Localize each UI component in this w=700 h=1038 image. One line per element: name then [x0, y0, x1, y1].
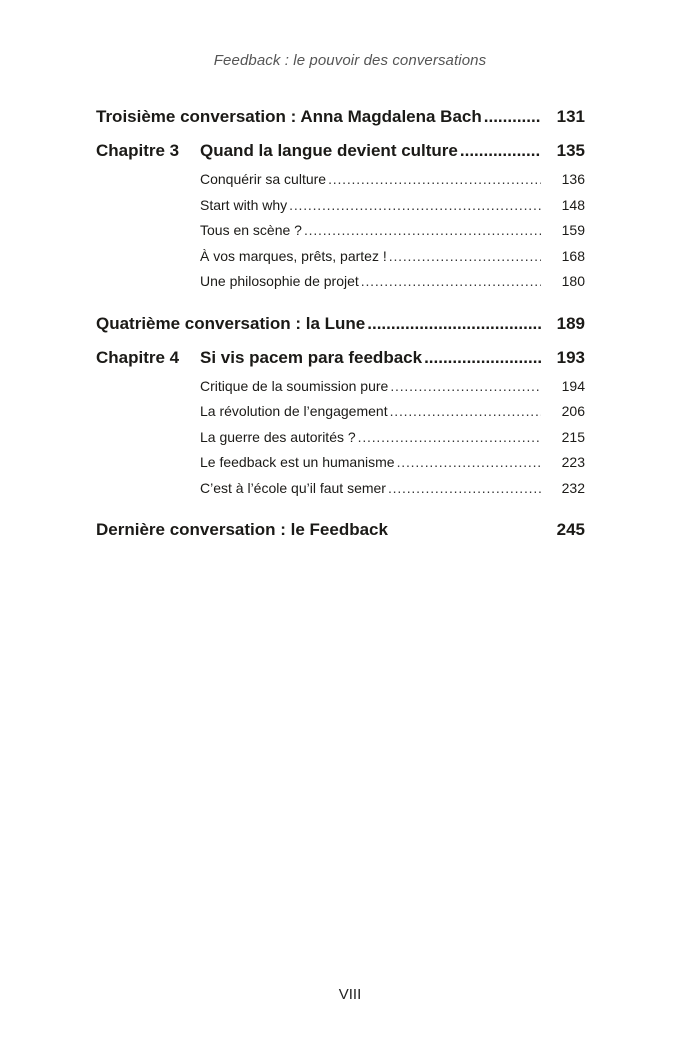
chapter-title: Quand la langue devient culture [200, 141, 458, 160]
page-number: 189 [556, 313, 585, 333]
page-number: 194 [561, 377, 585, 394]
spacer [96, 502, 585, 517]
chapter-number: Chapitre 3 [96, 141, 180, 160]
section-label: À vos marques, prêts, partez ! [200, 247, 387, 264]
entry-label: Quatrième conversation : la Lune [96, 313, 366, 333]
dot-leader [484, 104, 541, 130]
toc-section [96, 168, 585, 194]
section-label: Conquérir sa culture [200, 171, 327, 187]
page-folio: VIII [338, 986, 362, 1003]
dot-leader [289, 194, 541, 216]
page-number: 168 [561, 247, 585, 264]
page-number: 206 [561, 403, 585, 419]
toc-section [96, 219, 585, 245]
toc-entry-final [96, 517, 585, 551]
chapter-title: Si vis pacem para feedback [200, 347, 423, 367]
entry-label: Troisième conversation : Anna Magdalena Bach [96, 107, 482, 126]
dot-leader [304, 219, 541, 241]
toc-section [96, 375, 585, 401]
dot-leader [389, 245, 541, 267]
toc-section [96, 194, 585, 220]
page-number: 223 [561, 454, 585, 470]
dot-leader [390, 375, 541, 397]
section-label: Start with why [200, 196, 288, 213]
dot-leader [390, 400, 541, 422]
toc-entry-chapter-4 [96, 345, 585, 375]
spacer [96, 296, 585, 311]
section-label: Le feedback est un humanisme [200, 454, 395, 470]
toc-entry-chapter-3 [96, 138, 585, 168]
dot-leader [460, 138, 541, 164]
toc-section [96, 426, 585, 452]
page-number: 136 [561, 171, 585, 187]
page-number: 135 [556, 141, 585, 160]
toc-section [96, 245, 585, 271]
page-number: 245 [556, 520, 585, 539]
section-label: Une philosophie de projet [200, 273, 359, 289]
toc-section [96, 270, 585, 296]
dot-leader [358, 426, 541, 448]
dot-leader [388, 477, 541, 499]
toc-entry-part-3 [96, 104, 585, 138]
dot-leader [328, 168, 541, 190]
dot-leader [424, 345, 541, 371]
dot-leader [361, 270, 541, 292]
section-label: La guerre des autorités ? [200, 428, 356, 445]
toc-entry-part-4 [96, 311, 585, 345]
section-label: La révolution de l’engagement [200, 403, 388, 419]
toc-section [96, 451, 585, 477]
page-number: 131 [556, 107, 585, 126]
section-label: Critique de la soumission pure [200, 377, 389, 394]
page-number: 193 [556, 347, 585, 367]
entry-label: Dernière conversation : le Feedback [96, 520, 388, 539]
toc-section [96, 400, 585, 426]
chapter-number: Chapitre 4 [96, 347, 180, 367]
table-of-contents [96, 104, 585, 551]
section-label: Tous en scène ? [200, 222, 302, 238]
page-number: 180 [561, 273, 585, 289]
page-number: 232 [561, 479, 585, 496]
page-number: 215 [561, 428, 585, 445]
dot-leader [367, 311, 541, 337]
dot-leader [397, 451, 541, 473]
running-head: Feedback : le pouvoir des conversations [213, 52, 487, 69]
toc-section [96, 477, 585, 503]
page-number: 159 [561, 222, 585, 238]
page-number: 148 [561, 196, 585, 213]
section-label: C’est à l’école qu’il faut semer [200, 479, 386, 496]
